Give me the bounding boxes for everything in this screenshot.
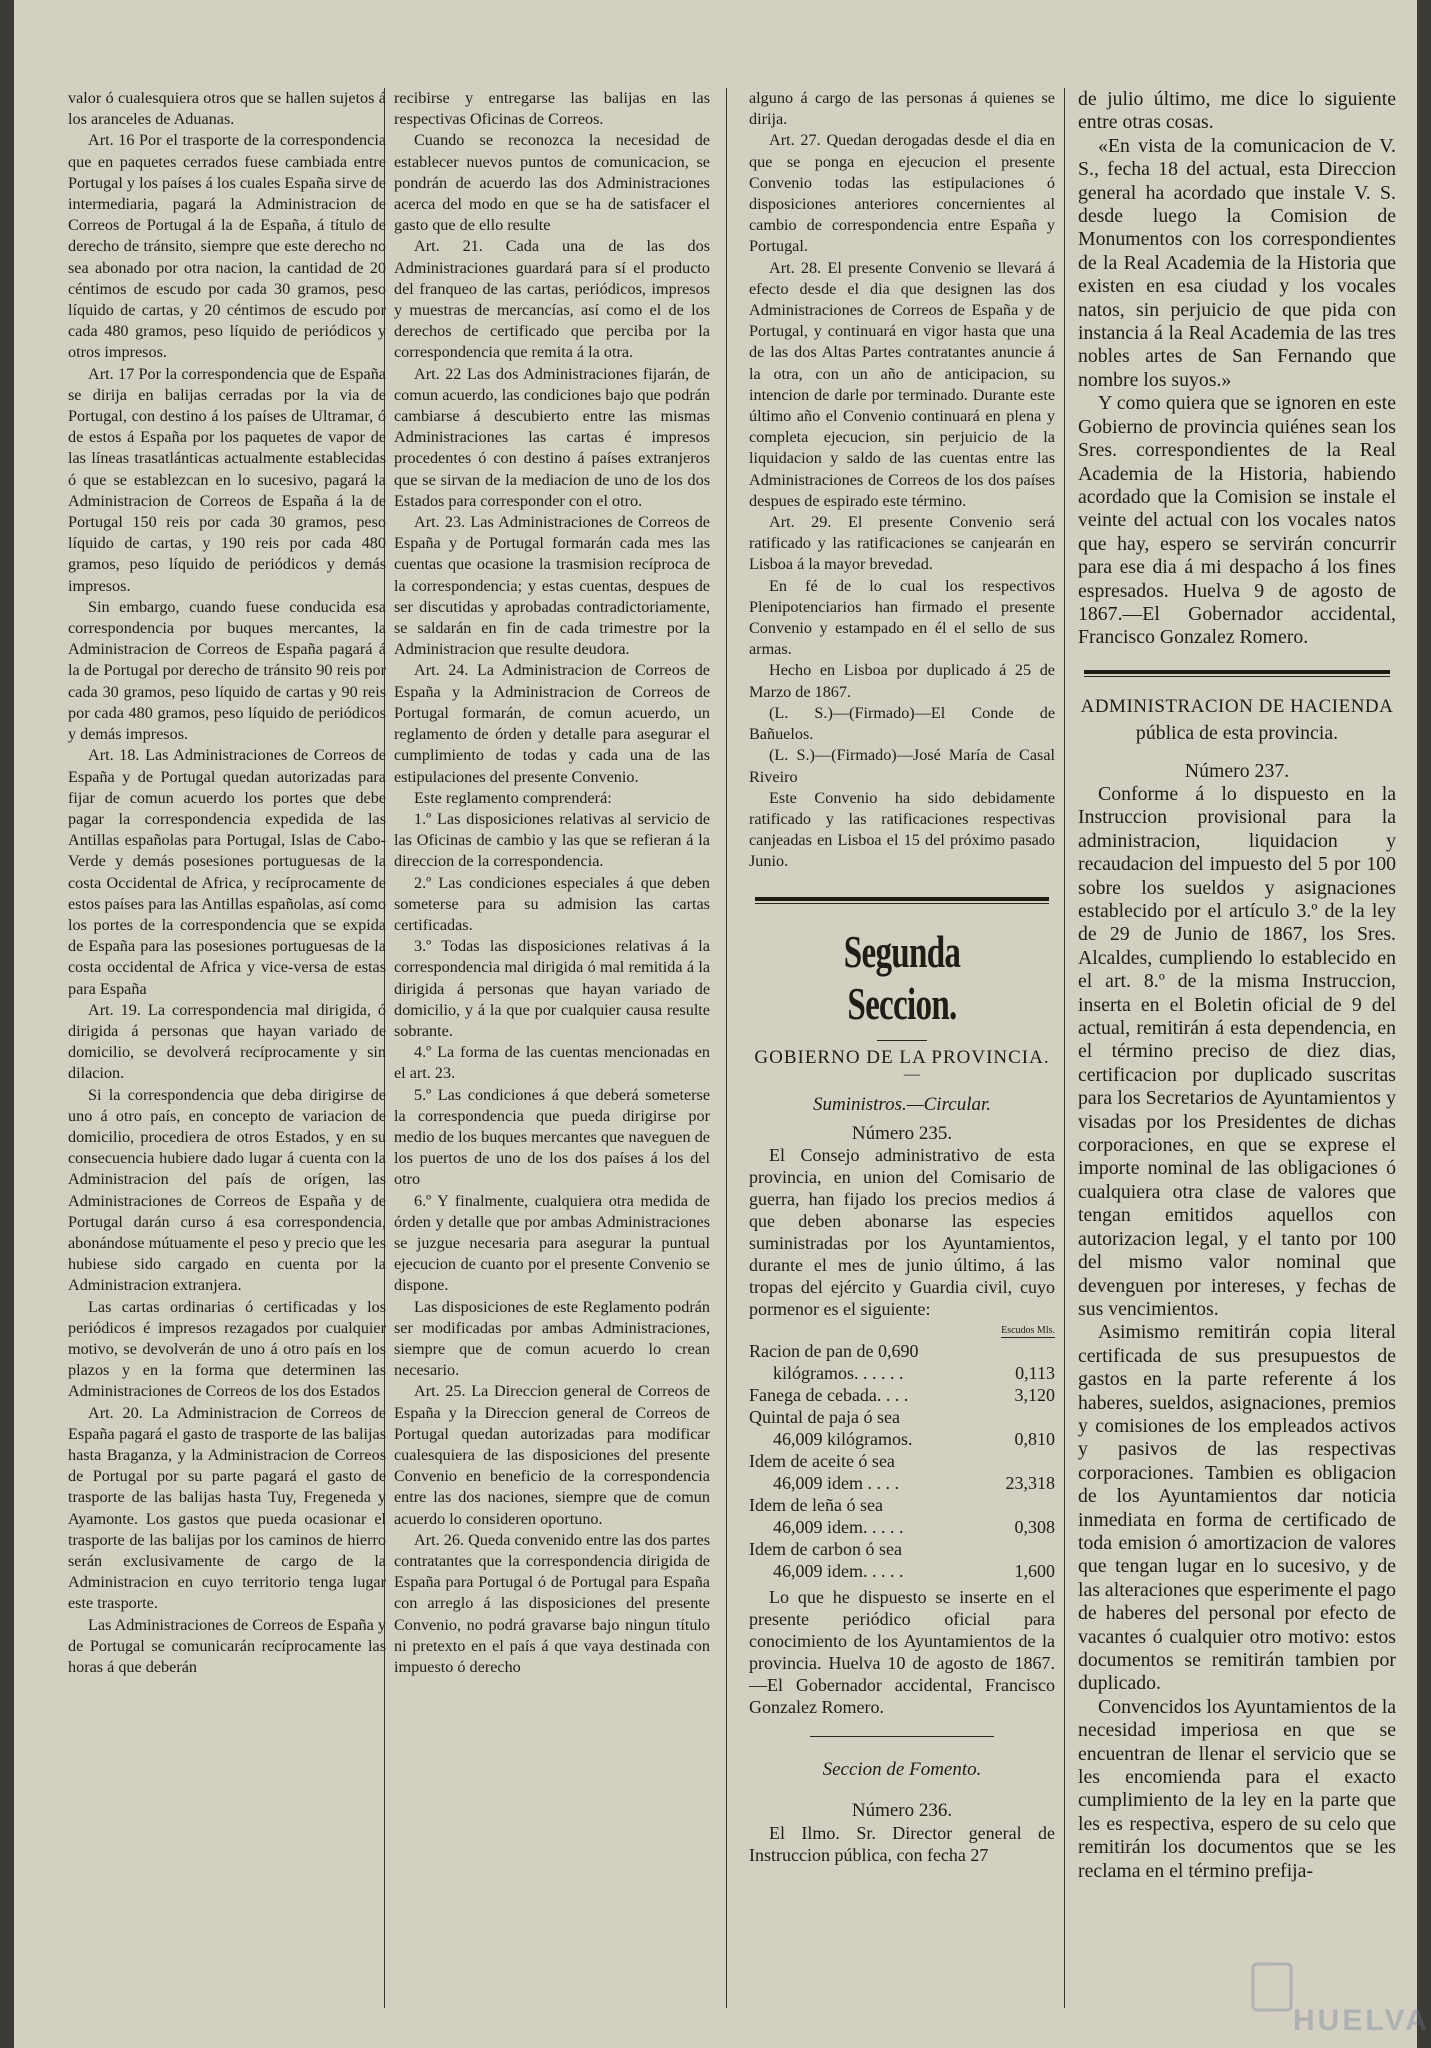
paragraph: Art. 24. La Administracion de Correos de España y la Administracion de Correos de Portugal formarán, de comun acuerdo, un reglamento de órden y detalle para asegurar el cumplimiento de todas y cada una de las estipulaciones del presente Convenio. (394, 661, 710, 786)
paragraph: Art. 27. Quedan derogadas desde el dia en que se ponga en ejecucion el presente Convenio todas las estipulaciones ó disposiciones anteriores concernientes al cambio de correspondencia entre España y Portugal. (749, 131, 1055, 256)
paragraph: (L. S.)—(Firmado)—José María de Casal Riveiro (749, 746, 1055, 786)
paragraph: Lo que he dispuesto se inserte en el presente periódico oficial para conocimiento de los Ayuntamientos de la provincia. Huelva 10 de agosto de 1867.—El Gobernador accidental, Francisco Gonzalez Romero. (749, 1587, 1055, 1718)
price-row (749, 1450, 1055, 1472)
watermark-text: HUELVA (1293, 2004, 1430, 2037)
price-row (749, 1538, 1055, 1560)
price-label: kilógramos. . . . . . (773, 1363, 904, 1384)
paragraph: Art. 25. La Direccion general de Correos de España y la Direccion general de Correos de Portugal quedan autorizadas para modificar cualesquiera de las disposiciones del presente Convenio en beneficio de la correspondencia entre las dos naciones, siempre que de comun acuerdo lo consideren oportuno. (394, 1382, 710, 1528)
price-value (985, 1450, 1055, 1472)
price-row (749, 1494, 1055, 1516)
column-1 (68, 88, 386, 2033)
section-title: Segunda Seccion. (843, 925, 961, 1029)
price-value (985, 1494, 1055, 1516)
paragraph: valor ó cualesquiera otros que se hallen sujetos á los aranceles de Aduanas. (68, 89, 386, 129)
paragraph: alguno á cargo de las personas á quienes se dirija. (749, 89, 1055, 129)
dash-divider: — (903, 1064, 921, 1083)
paragraph: El Consejo administrativo de esta provincia, en union del Comisario de guerra, han fijado los precios medios á que deben abonarse las especies suministradas por los Ayuntamientos, durante el mes de junio último, á las tropas del ejército y Guardia civil, cuyo pormenor es el siguiente: (749, 1145, 1055, 1320)
column-4 (1078, 88, 1396, 2033)
price-value (985, 1340, 1055, 1362)
price-label: Idem de aceite ó sea (749, 1451, 895, 1472)
paragraph: Art. 23. Las Administraciones de Correos de España y de Portugal formarán cada mes las cuentas que ocasione la trasmision recíproca de la correspondencia; y estas cuentas, despues de ser discutidas y aprobadas contradictoriamente, se saldarán en fin de cada trimestre por la Administracion que resulte deudora. (394, 513, 710, 659)
paragraph: Art. 16 Por el trasporte de la correspondencia que en paquetes cerrados fuese cambiada entre Portugal y los países á los cuales España sirve de intermediaria, pagará la Administracion de Correos de Portugal á la de España, á título de derecho de tránsito, siempre que este derecho no sea abonado por otra nacion, la cantidad de 20 céntimos de escudo por cada 30 gramos, peso líquido de cartas, y 20 céntimos de escudo por cada 480 gramos, peso líquido de periódicos y otros impresos. (68, 131, 386, 362)
paragraph: Art. 22 Las dos Administraciones fijarán, de comun acuerdo, las condiciones bajo que podrán cambiarse á descubierto entre las mismas Administraciones las cartas é impresos procedentes ó con destino á países extranjeros que se sirvan de la mediacion de uno de los dos Estados para corresponder con el otro. (394, 364, 710, 510)
price-label: Fanega de cebada. . . . (749, 1385, 909, 1406)
paragraph: (L. S.)—(Firmado)—El Conde de Bañuelos. (749, 703, 1055, 744)
paragraph: En fé de lo cual los respectivos Plenipotenciarios han firmado el presente Convenio y estampado en él el sello de sus armas. (749, 576, 1055, 659)
paragraph: Si la correspondencia que deba dirigirse de uno á otro país, en concepto de variacion de domicilio, procediera de otros Estados, y en su consecuencia hubiere dado lugar á cuenta con la Administracion del país de orígen, las Administraciones de Correos de España y de Portugal darán curso á esa correspondencia, abonándose mútuamente el peso y precio que les hubiese sido cargado en cuenta por la Administracion extranjera. (68, 1085, 386, 1295)
paragraph: Art. 21. Cada una de las dos Administraciones guardará para sí el producto del franqueo de las cartas, periódicos, impresos y muestras de mercancías, así como el de los derechos de certificado que perciba por la correspondencia que remita á la otra. (394, 237, 710, 362)
divider (877, 1040, 927, 1041)
section-divider (755, 897, 1049, 901)
price-value (985, 1538, 1055, 1560)
subsection-title: Suministros.—Circular. (812, 1093, 992, 1115)
government-heading: GOBIERNO DE LA PROVINCIA. (754, 1046, 1050, 1068)
price-value: 0,810 (1014, 1429, 1055, 1450)
section-divider (1084, 676, 1390, 677)
paragraph: Asimismo remitirán copia literal certificada de sus presupuestos de gastos en la parte referente á los haberes, sueldos, asignaciones, premios y comisiones de los empleados activos y pasivos de las respectivas corporaciones. Tambien es obligacion de los Ayuntamientos dar noticia inmediata en forma de certificado de toda emision ó amortizacion de valores que tengan lugar en lo sucesivo, y de las alteraciones que esperimente el pago de haberes del personal por efecto de vacantes ó cualquier otro motivo: estos documentos se remitirán tambien por duplicado. (1078, 1321, 1397, 1695)
paragraph: Cuando se reconozca la necesidad de establecer nuevos puntos de comunicacion, se pondrán de acuerdo las dos Administraciones acerca del modo en que se ha de satisfacer el gasto que de ello resulte (394, 131, 710, 235)
price-label: 46,009 idem. . . . . (773, 1561, 904, 1582)
paragraph: Y como quiera que se ignoren en este Gobierno de provincia quiénes sean los Sres. correspondientes de la Real Academia de la Historia, habiendo acordado que la Comision se instale el veinte del actual con los vocales natos que hay, espero se servirán concurrir para ese dia á mi despacho á los fines espresados. Huelva 9 de agosto de 1867.—El Gobernador accidental, Francisco Gonzalez Romero. (1078, 392, 1396, 649)
price-value: 3,120 (1014, 1385, 1055, 1406)
library-watermark-logo (1249, 1960, 1430, 2038)
paragraph: 5.º Las condiciones á que deberá someterse la correspondencia que pueda dirigirse por medio de los buques mercantes que naveguen de los puertos de uno de los dos países á los del otro (394, 1085, 710, 1189)
notice-number: Número 236. (851, 1800, 953, 1822)
paragraph: Las cartas ordinarias ó certificadas y los periódicos é impresos rezagados por cualquier motivo, se devolverán de uno á otro país en los plazos y en la forma que determinen las Administraciones de Correos de los dos Estados (68, 1297, 386, 1401)
paragraph: Convencidos los Ayuntamientos de la necesidad imperiosa en que se encuentran de llenar el servicio que se les encomienda para el exacto cumplimiento de la ley en la parte que les es respectiva, espero de su celo que remitirán los documentos que se les reclama en el término prefija- (1078, 1695, 1396, 1882)
paragraph: Conforme á lo dispuesto en la Instruccion provisional para la administracion, liquidacion y recaudacion del impuesto del 5 por 100 sobre los sueldos y asignaciones establecido por el artículo 3.º de la ley de 29 de Junio de 1867, los Sres. Alcaldes, cumpliendo lo establecido en el art. 8.º de la misma Instruccion, inserta en el Boletin oficial de 9 del actual, remitirán á esta dependencia, en el término preciso de diez dias, certificacion por duplicado suscritas para los Secretarios de Ayuntamientos y visadas por los Presidentes de dichas corporaciones, en que se exprese el importe nominal de las obligaciones ó cualquiera otra clase de valores que tengan emitidos aquellos con autorizacion legal, y el tanto por 100 del mismo valor nominal que devenguen por intereses, y fechas de sus vencimientos. (1078, 782, 1396, 1320)
price-value: 0,113 (1015, 1363, 1055, 1384)
paragraph: Sin embargo, cuando fuese conducida esa correspondencia por buques mercantes, la Administracion de Correos de España pagará á la de Portugal por derecho de tránsito 90 reis por cada 30 gramos, peso líquido de cartas y 90 reis por cada 480 gramos, peso líquido de periódicos y demás impresos. (68, 597, 386, 744)
price-row (749, 1406, 1055, 1428)
price-label: Idem de leña ó sea (749, 1495, 883, 1516)
paragraph: Este reglamento comprenderá: (414, 788, 612, 807)
price-label: 46,009 kilógramos. (773, 1429, 913, 1450)
currency-header: Escudos Mls. (1001, 1325, 1055, 1337)
hacienda-subheading: pública de esta provincia. (1135, 722, 1339, 745)
paragraph: «En vista de la comunicacion de V. S., fecha 18 del actual, esta Direccion general ha acordado que instale V. S. desde luego la Comision de Monumentos con los correspondientes de la Real Academia de la Historia que existen en esa ciudad y los vocales natos, sin perjuicio de que pida con instancia á la Real Academia de las tres nobles artes de San Fernando que nombre los suyos.» (1078, 134, 1396, 391)
price-label: Idem de carbon ó sea (749, 1539, 902, 1560)
column-2 (394, 88, 710, 2033)
paragraph: Este Convenio ha sido debidamente ratificado y las ratificaciones respectivas canjeadas en Lisboa el 15 del próximo pasado Junio. (749, 788, 1055, 871)
watermark-shield (1253, 1964, 1291, 2010)
price-label: Racion de pan de 0,690 (749, 1341, 919, 1362)
paragraph: 2.º Las condiciones especiales á que deben someterse para su admision las cartas certificadas. (394, 873, 710, 934)
price-row (749, 1516, 1055, 1538)
paragraph: 6.º Y finalmente, cualquiera otra medida de órden y detalle que por ambas Administraciones se juzgue necesaria para asegurar la puntual ejecucion de cuanto por el presente Convenio se dispone. (394, 1191, 710, 1295)
paragraph: Art. 17 Por la correspondencia que de España se dirija en balijas cerradas por la via de Portugal, con destino á los países de Ultramar, ó de estos á España por los paquetes de vapor de las líneas trasatlánticas actualmente establecidas ó que se establezcan en lo sucesivo, pagará la Administracion de Correos de España á la de Portugal 150 reis por cada 30 gramos, peso líquido de cartas, y 190 reis por cada 480 gramos, peso líquido de periódicos y demás impresos. (68, 364, 386, 595)
paragraph: Art. 26. Queda convenido entre las dos partes contratantes que la correspondencia dirigida de España para Portugal ó de Portugal para España con arreglo á las disposiciones del presente Convenio, no podrá gravarse bajo ningun título ni pretexto en el país á que vaya destinada con impuesto ó derecho (394, 1530, 710, 1677)
price-value: 23,318 (1005, 1473, 1055, 1494)
divider (810, 1736, 994, 1737)
paragraph: 4.º La forma de las cuentas mencionadas en el art. 23. (394, 1043, 710, 1083)
subsection-title: Seccion de Fomento. (822, 1759, 982, 1781)
paragraph: de julio último, me dice lo siguiente entre otras cosas. (1078, 88, 1396, 134)
price-table (749, 1340, 1055, 1582)
paragraph: Hecho en Lisboa por duplicado á 25 de Marzo de 1867. (749, 661, 1055, 701)
paragraph: Art. 20. La Administracion de Correos de España pagará el gasto de trasporte de las balijas hasta Braganza, y la Administracion de Correos de Portugal por su parte pagará el gasto de trasporte de las balijas hasta Tuy, Fregeneda y Ayamonte. Los gastos que pueda ocasionar el trasporte de las balijas por los caminos de hierro serán exclusivamente de cargo de la Administracion en cuyo territorio tenga lugar este trasporte. (68, 1403, 386, 1613)
paragraph: El Ilmo. Sr. Director general de Instruccion pública, con fecha 27 (749, 1822, 1055, 1865)
price-value: 0,308 (1014, 1517, 1055, 1538)
notice-number: Número 235. (851, 1122, 953, 1144)
price-row (749, 1472, 1055, 1494)
paragraph: recibirse y entregarse las balijas en las respectivas Oficinas de Correos. (394, 89, 710, 129)
price-row (749, 1560, 1055, 1582)
paragraph: Art. 19. La correspondencia mal dirigida, ó dirigida á personas que hayan variado de domicilio, se devolverá recíprocamente y sin dilacion. (68, 1000, 386, 1083)
paragraph: 3.º Todas las disposiciones relativas á la correspondencia mal dirigida ó mal remitida á la dirigida á personas que hayan variado de domicilio, y á la que por cualquier causa resulte sobrante. (394, 937, 710, 1040)
column-3 (749, 88, 1055, 2033)
paragraph: Las Administraciones de Correos de España y de Portugal se comunicarán recíprocamente las horas á que deberán (68, 1615, 386, 1677)
section-divider (755, 903, 1049, 904)
price-label: 46,009 idem . . . . (773, 1473, 899, 1494)
price-row (749, 1362, 1055, 1384)
price-value: 1,600 (1014, 1561, 1055, 1582)
column-rule (1064, 88, 1065, 2008)
paragraph: 1.º Las disposiciones relativas al servicio de las Oficinas de cambio y las que se refieran á la direccion de la correspondencia. (394, 809, 710, 871)
price-label: 46,009 idem. . . . . (773, 1517, 904, 1538)
price-label: Quintal de paja ó sea (749, 1407, 900, 1428)
newspaper-page (14, 0, 1430, 2048)
paragraph: Art. 18. Las Administraciones de Correos de España y de Portugal quedan autorizadas para fijar de comun acuerdo los portes que debe pagar la correspondencia expedida de las Antillas españolas para Portugal, Islas de Cabo-Verde y demás posesiones portuguesas de la costa Occidental de Africa, y recíprocamente de estos países para las Antillas españolas, así como los portes de la correspondencia que se expida de España para las posesiones portuguesas de la costa occidental de Africa y vice-versa de estas para España (68, 746, 386, 998)
price-row (749, 1384, 1055, 1406)
column-rule (726, 88, 727, 2008)
notice-number: Número 237. (1184, 759, 1290, 782)
price-row (749, 1340, 1055, 1362)
paragraph: Art. 29. El presente Convenio será ratificado y las ratificaciones se canjearán en Lisboa á la mayor brevedad. (749, 513, 1055, 574)
price-row (749, 1428, 1055, 1450)
section-divider (1084, 670, 1390, 674)
paragraph: Art. 28. El presente Convenio se llevará á efecto desde el dia que designen las dos Administraciones de Correos de España y de Portugal, y continuará en vigor hasta que una de las dos Altas Partes contratantes anuncie á la otra, con un año de anticipacion, su intencion de darle por terminado. Durante este último año el Convenio continuará en plena y completa ejecucion, sin perjuicio de la liquidacion y saldo de las cuentas entre las Administraciones de Correos de los dos países despues de espirado este término. (749, 258, 1055, 510)
hacienda-heading: ADMINISTRACION DE HACIENDA (1080, 695, 1394, 717)
paragraph: Las disposiciones de este Reglamento podrán ser modificadas por ambas Administraciones, siempre que de comun acuerdo lo crean necesario. (394, 1297, 710, 1380)
price-value (985, 1406, 1055, 1428)
